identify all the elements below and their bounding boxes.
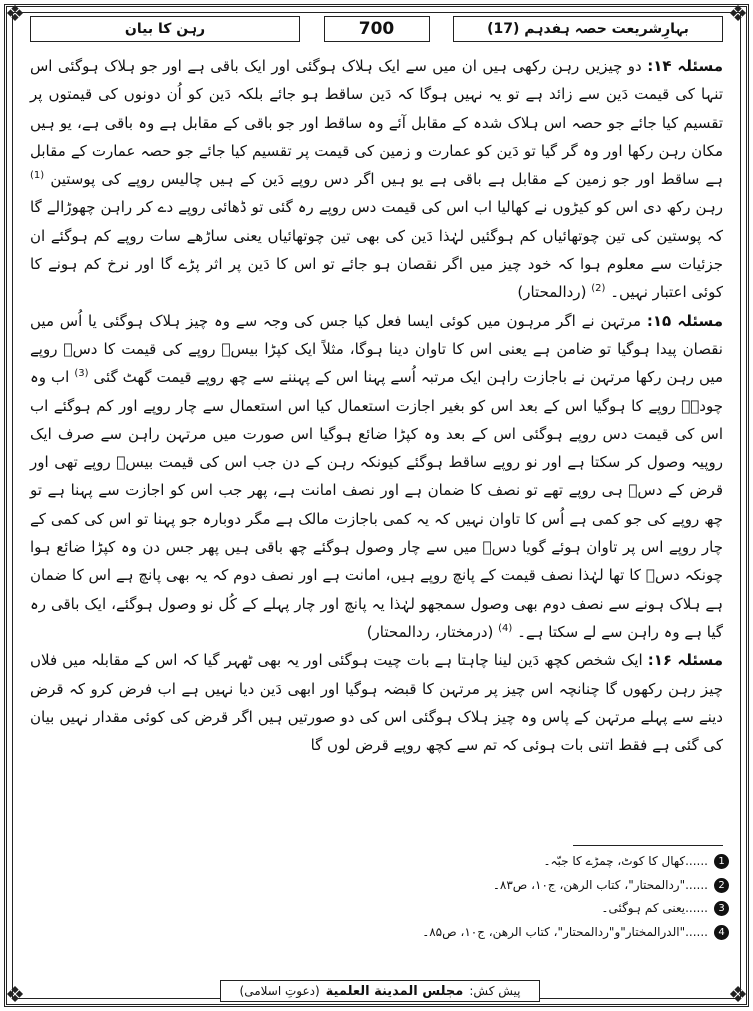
masala-text: ایک شخص کچھ دَین لینا چاہتا ہے بات چیت ہوگئی اور یہ بھی ٹھہر گیا کہ اس کے مقابلہ میں فلاں چیز رہن رکھوں گا چنانچہ اس چیز پر مرتہن کا قبضہ ہوگیا اور ابھی دَین دیا نہیں ہے اب فرض کرو کہ قرض دینے سے پہلے مرتہن کے پاس وہ چیز ہلاک ہوگئی اس کی دو صورتیں ہیں اگر قرض کی کوئی مقدار نہیں بیان کی گئی ہے فقط اتنی بات ہوئی کہ تم سے کچھ روپے قرض لوں گا — [30, 651, 723, 755]
footnote-ref: (3) — [74, 368, 89, 380]
page-header — [30, 14, 723, 44]
masala-15 — [30, 307, 723, 647]
publisher-name: مجلس المدينة العلمية — [325, 983, 464, 999]
masala-16 — [30, 646, 723, 759]
footnote-text: ......"ردالمحتار"، کتاب الرھن، ج۱۰، ص۸۳۔ — [492, 877, 708, 892]
chapter-title: رہن کا بیان — [30, 16, 300, 42]
footer-prefix: پیش کش: — [469, 984, 521, 998]
footnote-text: ......یعنی کم ہوگئی۔ — [601, 901, 708, 915]
corner-ornament-icon: ❖ — [5, 2, 25, 27]
masala-14 — [30, 52, 723, 307]
masala-label: مسئلہ ۱۶: — [647, 651, 723, 670]
source-citation: (درمختار، ردالمحتار) — [366, 622, 494, 641]
publisher-footer — [220, 980, 540, 1002]
masala-text: رہن رکھ دی اس کو کیڑوں نے کھالیا اب اس کی قیمت دس روپے رہ گئی تو ڈھائی روپے دے کر راہن چھوڑالے گا کہ پوستین کی تین چوتھائیاں کم ہوگئیں لہٰذا دَین کی بھی تین چوتھائیاں یعنی ساڑھے سات روپے کم ہوگئے ان جزئیات سے معلوم ہوا کہ خود چیز میں اگر نقصان ہو جائے تو اس کا دَین پر اثر پڑے گا اور نرخ کم ہونے کا کوئی اعتبار نہیں۔ — [30, 198, 723, 302]
publisher-note: (دعوتِ اسلامی) — [239, 984, 320, 998]
corner-ornament-icon: ❖ — [5, 983, 25, 1008]
footnote-number: 4 — [714, 925, 729, 940]
corner-ornament-icon: ❖ — [728, 983, 748, 1008]
source-citation: (ردالمحتار) — [517, 283, 587, 302]
footnote-number: 3 — [714, 901, 729, 916]
footnote-text: ......کھال کا کوٹ، چمڑے کا جبّہ۔ — [543, 854, 708, 868]
masala-label: مسئلہ ۱۵: — [646, 311, 723, 330]
masala-text: اب وہ چودہؔ روپے کا ہوگیا اس کے بعد اس کو بغیر اجازت استعمال کیا اس استعمال سے چار روپے اور کم ہوگئے اب اس کی قیمت دس روپے ہوگئی اس کے بعد وہ کپڑا ضائع ہوگیا اس صورت میں مرتہن راہن سے صرف ایک روپیہ وصول کر سکتا ہے اور نو روپے ساقط ہوگئے کیونکہ رہن کے دن جب اس کی قیمت بیسؔ روپے تھی اور قرض کے دسؔ ہی روپے تھے تو نصف کا ضمان ہے اور نصف امانت ہے، پھر جب اس کو اجازت سے پہنا ہے تو چھ روپے کی جو کمی ہے اُس کا تاوان نہیں کہ یہ کمی باجازت مالک ہے مگر دوبارہ جو پہنا تو اس کی کمی کے چار روپے اس پر تاوان ہوئے گویا دسؔ میں سے چار وصول ہوگئے چھ باقی ہیں پھر جس دن وہ کپڑا ضائع ہوا چونکہ دسؔ کا تھا لہٰذا نصف قیمت کے پانچ روپے ہیں، امانت ہے اور نصف دوم کہ یہ بھی پانچ ہے اس کا ضمان ہے ہلاک ہونے سے نصف دوم بھی وصول سمجھو لہٰذا یہ پانچ اور چار پہلے کے کُل نو وصول ہوگئے، ایک باقی رہ گیا ہے وہ راہن سے لے سکتا ہے۔ — [30, 368, 723, 641]
footnote — [30, 921, 729, 945]
footnote-ref: (2) — [591, 283, 606, 295]
corner-ornament-icon: ❖ — [728, 2, 748, 27]
masala-text: دو چیزیں رہن رکھی ہیں ان میں سے ایک ہلاک ہوگئی اور ایک باقی ہے اور جو ہلاک ہوگئی اس تنہا کی قیمت دَین سے زائد ہے تو یہ نہیں ہوگا کہ دَین ساقط ہو جائے بلکہ دَین کو اُن دونوں کی قیمتوں پر تقسیم کیا جائے جو حصہ اس ہلاک شدہ کے مقابل آئے وہ ساقط اور جو باقی کے مقابل ہے وہ باقی ہے، یو ہیں مکان رہن رکھا اور وہ گر گیا تو دَین کو عمارت و زمین کی قیمت پر تقسیم کیا جائے جو حصہ عمارت کے مقابل ہے ساقط اور جو زمین کے مقابل ہے باقی ہے یو ہیں اگر دس روپے دَین کے ہیں چالیس روپے کی پوستین — [30, 57, 723, 189]
masala-label: مسئلہ ۱۴: — [647, 57, 723, 75]
footnote-divider — [573, 845, 723, 846]
masala-text: مرتہن نے اگر مرہون میں کوئی ایسا فعل کیا جس کی وجہ سے وہ چیز ہلاک ہوگئی یا اُس میں نقصان پیدا ہوگیا تو ضامن ہے یعنی اس کا تاوان دینا ہوگا، مثلاً ایک کپڑا بیسؔ روپے کی قیمت کا دسؔ روپے میں رہن رکھا مرتہن نے باجازت راہن ایک مرتبہ اُسے پہنا اس کے پہننے سے چھ روپے قیمت گھٹ گئی — [30, 311, 723, 387]
footnotes — [30, 850, 729, 944]
footnote — [30, 897, 729, 921]
page-number: 700 — [324, 16, 430, 42]
footnote-text: ......"الدرالمختار"و"ردالمحتار"، کتاب الرھن، ج۱۰، ص۸۵۔ — [422, 924, 708, 939]
series-title: بہارِشریعت حصہ ہفدہم (17) — [453, 16, 723, 42]
main-text — [30, 52, 723, 842]
footnote-number: 2 — [714, 878, 729, 893]
footnote-ref: (1) — [30, 170, 45, 182]
footnote-ref: (4) — [498, 622, 513, 634]
footnote — [30, 874, 729, 898]
footnote — [30, 850, 729, 874]
footnote-number: 1 — [714, 854, 729, 869]
